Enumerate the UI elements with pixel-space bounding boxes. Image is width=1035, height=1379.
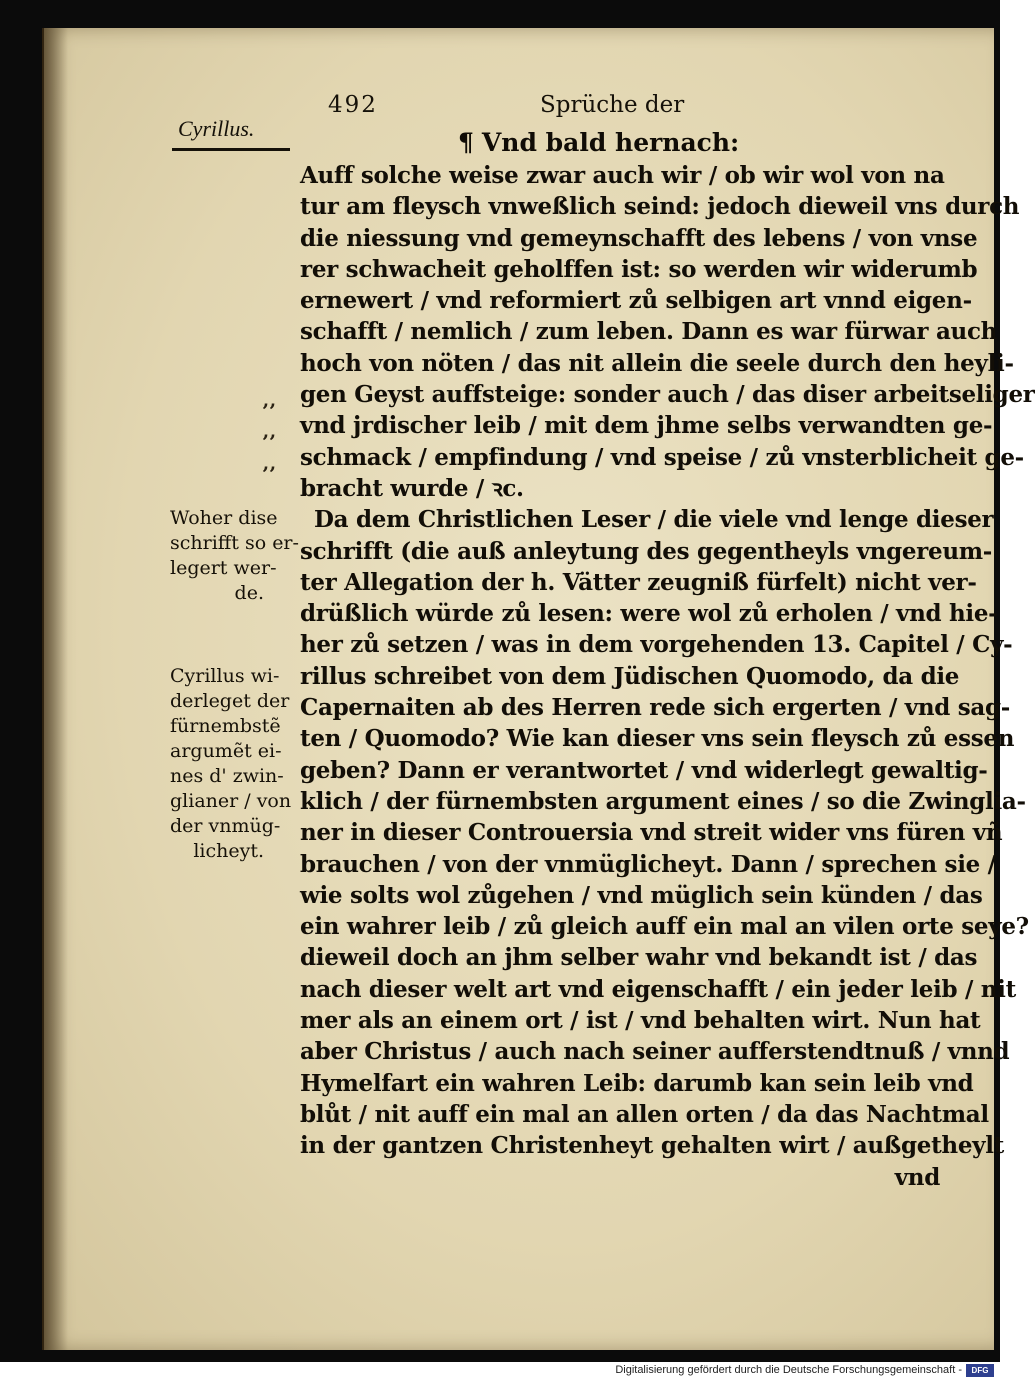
body-line: Capernaiten ab des Herren rede sich ergerten / vnd sag-	[300, 694, 1011, 722]
marginal-note-2	[170, 664, 294, 864]
body-line: rer schwacheit geholffen ist: so werden wir widerumb	[300, 255, 978, 283]
body-line: geben? Dann er verantwortet / vnd widerlegt gewaltig-	[300, 756, 988, 784]
catchword: vnd	[894, 1163, 940, 1191]
dfg-logo-icon: DFG	[966, 1364, 994, 1377]
body-line: wie solts wol zůgehen / vnd müglich sein künden / das	[300, 881, 983, 909]
body-line: schafft / nemlich / zum leben. Dann es war fürwar auch	[300, 318, 998, 346]
body-line: hoch von nöten / das nit allein die seele durch den heyli-	[300, 349, 1014, 377]
quote-mark: ’’	[262, 461, 276, 486]
body-line: in der gantzen Christenheyt gehalten wirt / außgetheylt	[300, 1132, 1005, 1160]
body-line: vnd jrdischer leib / mit dem jhme selbs verwandten ge-	[300, 412, 993, 440]
footer-credit: Digitalisierung gefördert durch die Deutsche Forschungsgemeinschaft -	[615, 1364, 962, 1376]
body-line: brauchen / von der vnmüglicheyt. Dann / sprechen sie /	[300, 850, 996, 878]
note-line: schrifft so er-	[170, 532, 299, 554]
body-line: gen Geyst auffsteige: sonder auch / das diser arbeitseliger	[300, 381, 1035, 409]
note-line: der vnmüg-	[170, 815, 281, 837]
note-line: Woher dise	[170, 507, 278, 529]
body-line: ten / Quomodo? Wie kan dieser vns sein fleysch zů essen	[300, 725, 1015, 753]
pilcrow-icon: ¶	[458, 128, 474, 157]
marginal-note-1	[170, 506, 299, 606]
body-line: schrifft (die auß anleytung des gegentheyls vngereum-	[300, 537, 993, 565]
margin-quote-marks	[262, 396, 292, 490]
body-line: her zů setzen / was in dem vorgehenden 13. Capitel / Cy-	[300, 631, 1013, 659]
binding-shadow	[42, 28, 68, 1350]
body-line: klich / der fürnembsten argument eines / so die Zwinglia-	[300, 787, 1026, 815]
note-line: legert wer-	[170, 557, 277, 579]
body-line: drüßlich würde zů lesen: were wol zů erholen / vnd hie-	[300, 600, 998, 628]
body-line: blůt / nit auff ein mal an allen orten / da das Nachtmal	[300, 1100, 989, 1128]
body-line: dieweil doch an jhm selber wahr vnd bekandt ist / das	[300, 944, 978, 972]
body-line: bracht wurde / ꝛc.	[300, 474, 524, 502]
footer-bar	[0, 1362, 1000, 1379]
body-line: Da dem Christlichen Leser / die viele vnd lenge dieser	[314, 506, 994, 534]
body-text	[300, 160, 1035, 1193]
body-line: schmack / empfindung / vnd speise / zů vnsterblicheit ge-	[300, 443, 1024, 471]
note-line: derleget der	[170, 690, 290, 712]
note-line: de.	[234, 582, 264, 604]
note-line: fürnembstẽ	[170, 715, 281, 737]
note-line: argumẽt ei-	[170, 740, 282, 762]
running-title: Sprüche der	[540, 92, 685, 118]
body-line: rillus schreibet von dem Jüdischen Quomodo, da die	[300, 662, 960, 690]
body-line: nach dieser welt art vnd eigenschafft / ein jeder leib / nit	[300, 975, 1016, 1003]
body-line: mer als an einem ort / ist / vnd behalten wirt. Nun hat	[300, 1007, 981, 1035]
section-heading	[458, 128, 739, 157]
note-line: glianer / von	[170, 790, 292, 812]
body-line: ter Allegation der h. Vätter zeugniß fürfelt) nicht ver-	[300, 568, 977, 596]
body-line: ner in dieser Controuersia vnd streit wider vns füren vñ	[300, 819, 1003, 847]
note-line: nes d' zwin-	[170, 765, 284, 787]
quote-mark: ’’	[262, 430, 276, 455]
body-line: Auff solche weise zwar auch wir / ob wir wol von na	[300, 162, 945, 189]
body-line: ein wahrer leib / zů gleich auff ein mal an vilen orte seye?	[300, 913, 1029, 941]
page-number: 492	[328, 92, 378, 118]
note-line: Cyrillus wi-	[170, 665, 280, 687]
left-running-head: Cyrillus.	[178, 116, 255, 141]
body-line: aber Christus / auch nach seiner aufferstendtnuß / vnnd	[300, 1038, 1010, 1066]
body-line: tur am fleysch vnweßlich seind: jedoch dieweil vns durch	[300, 193, 1020, 221]
body-line: ernewert / vnd reformiert zů selbigen art vnnd eigen-	[300, 287, 972, 315]
body-line: Hymelfart ein wahren Leib: darumb kan sein leib vnd	[300, 1069, 974, 1097]
body-line: die niessung vnd gemeynschafft des lebens / von vnse	[300, 224, 978, 252]
left-head-rule	[172, 148, 290, 151]
section-heading-text: Vnd bald hernach:	[481, 128, 740, 157]
note-line: licheyt.	[193, 840, 264, 862]
quote-mark: ’’	[262, 399, 276, 423]
